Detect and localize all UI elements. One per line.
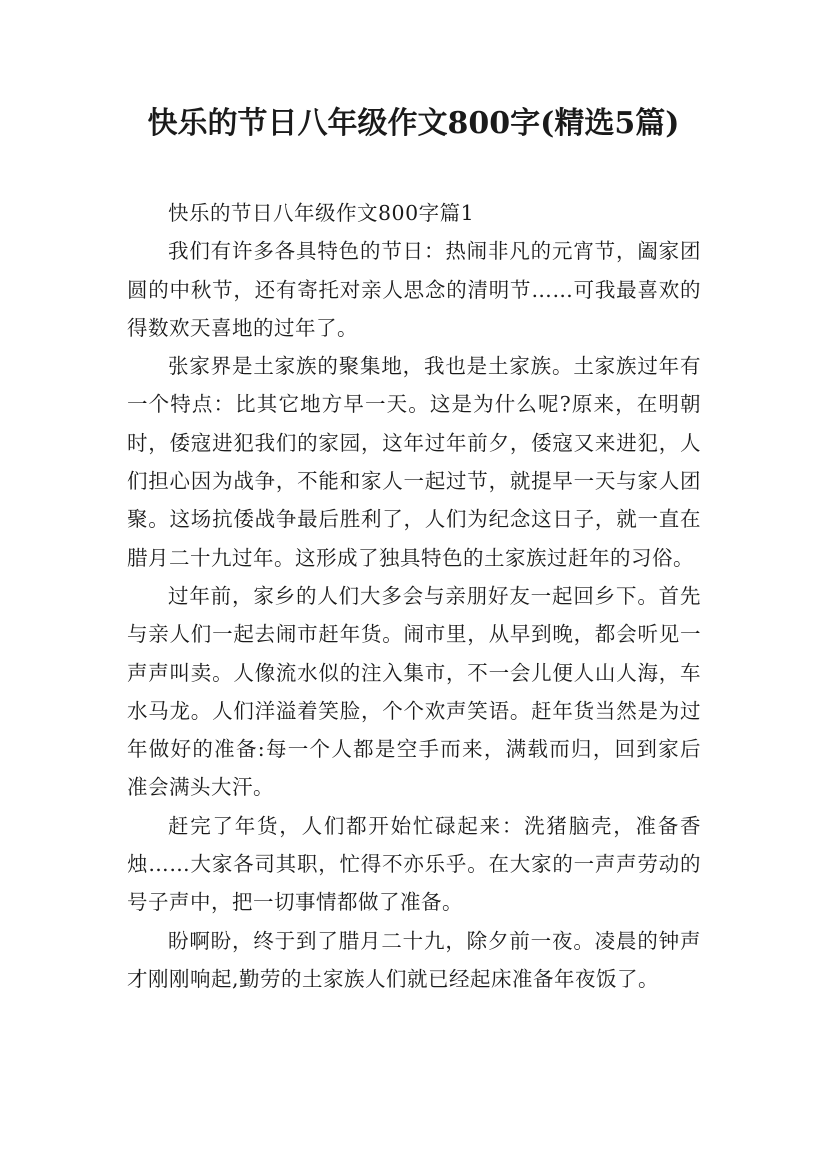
paragraph-2: 张家界是土家族的聚集地，我也是土家族。土家族过年有一个特点：比其它地方早一天。这是为什么呢?原来，在明朝时，倭寇进犯我们的家园，这年过年前夕，倭寇又来进犯，人们担心因为战争，不能和家人一起过节，就提早一天与家人团聚。这场抗倭战争最后胜利了，人们为纪念这日子，就一直在腊月二十九过年。这形成了独具特色的土家族过赶年的习俗。: [127, 354, 701, 570]
paragraph-3: 过年前，家乡的人们大多会与亲朋好友一起回乡下。首先与亲人们一起去闹市赶年货。闹市里，从早到晚，都会听见一声声叫卖。人像流水似的注入集市，不一会儿便人山人海，车水马龙。人们洋溢着笑脸，个个欢声笑语。赶年货当然是为过年做好的准备:每一个人都是空手而来，满载而归，回到家后准会满头大汗。: [127, 583, 701, 800]
section-heading: 快乐的节日八年级作文800字篇1: [168, 201, 475, 225]
document-body: [127, 194, 701, 998]
paragraph-5: 盼啊盼，终于到了腊月二十九，除夕前一夜。凌晨的钟声才刚刚响起,勤劳的土家族人们就已经起床准备年夜饭了。: [127, 928, 701, 991]
paragraph-4: 赶完了年货，人们都开始忙碌起来：洗猪脑壳，准备香烛……大家各司其职，忙得不亦乐乎。在大家的一声声劳动的号子声中，把一切事情都做了准备。: [127, 813, 701, 915]
paragraph-1: 我们有许多各具特色的节日：热闹非凡的元宵节，阖家团圆的中秋节，还有寄托对亲人思念的清明节……可我最喜欢的得数欢天喜地的过年了。: [127, 239, 701, 340]
document-title: 快乐的节日八年级作文800字(精选5篇): [147, 106, 680, 141]
